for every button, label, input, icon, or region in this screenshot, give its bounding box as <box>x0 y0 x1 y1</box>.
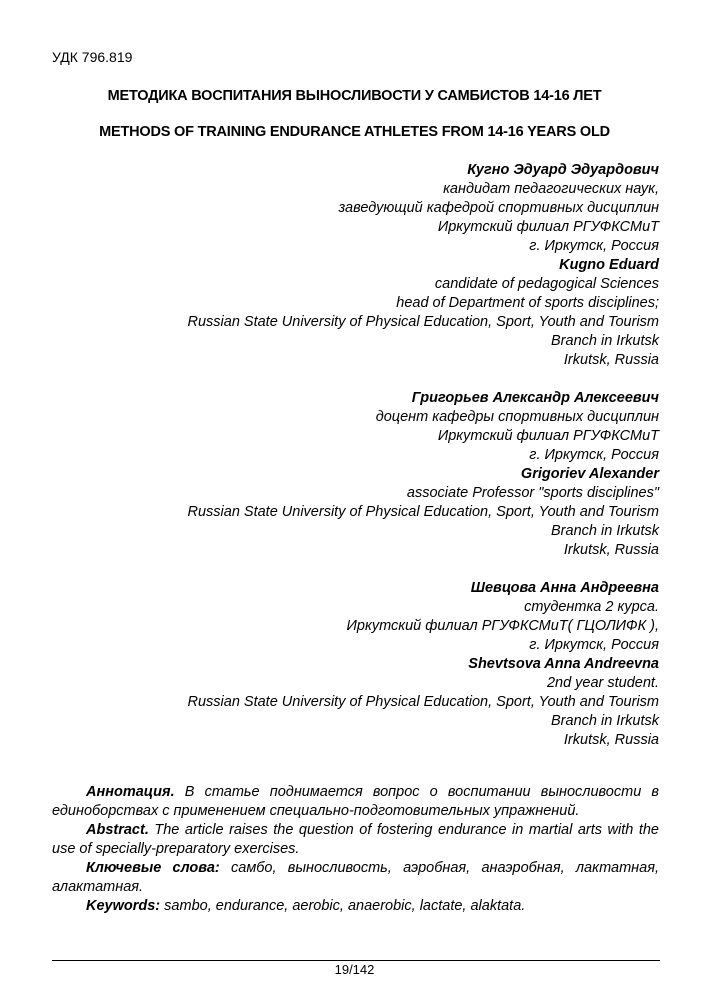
annotation-label: Аннотация. <box>86 784 175 800</box>
abstract-label: Abstract. <box>86 822 149 838</box>
author-name-ru: Григорьев Александр Алексеевич <box>411 390 659 406</box>
author-affiliation-line: заведующий кафедрой спортивных дисциплин <box>338 200 659 216</box>
page-number: 19/142 <box>334 962 375 977</box>
author-affiliation-line: г. Иркутск, Россия <box>529 637 659 653</box>
abstract-section <box>52 783 659 916</box>
author-name-en: Grigoriev Alexander <box>520 466 659 482</box>
author-affiliation-line: Branch in Irkutsk <box>551 523 659 539</box>
footer-divider <box>52 960 660 961</box>
title-english: METHODS OF TRAINING ENDURANCE ATHLETES FROM 14-16 YEARS OLD <box>99 124 610 140</box>
keywords-ru-paragraph <box>52 859 659 897</box>
author-name-en: Shevtsova Anna Andreevna <box>468 656 659 672</box>
keywords-ru-text: самбо, выносливость, аэробная, анаэробная, лактатная, алактатная. <box>52 860 659 895</box>
keywords-en-paragraph <box>52 897 659 916</box>
abstract-text: The article raises the question of fostering endurance in martial arts with the use of specially-preparatory exercises. <box>52 822 659 857</box>
annotation-paragraph <box>52 783 659 821</box>
author-affiliation-line: Irkutsk, Russia <box>563 352 659 368</box>
author-affiliation-line: Russian State University of Physical Education, Sport, Youth and Tourism <box>187 694 659 710</box>
keywords-en-text: sambo, endurance, aerobic, anaerobic, lactate, alaktata. <box>164 898 526 914</box>
authors-block <box>59 161 659 750</box>
author-affiliation-line: Иркутский филиал РГУФКСМиТ( ГЦОЛИФК ), <box>346 618 659 634</box>
keywords-en-label: Keywords: <box>86 898 161 914</box>
author-affiliation-line: associate Professor "sports disciplines" <box>406 485 659 501</box>
author-affiliation-line: Russian State University of Physical Education, Sport, Youth and Tourism <box>187 314 659 330</box>
abstract-paragraph <box>52 821 659 859</box>
author-affiliation-line: Irkutsk, Russia <box>563 542 659 558</box>
author-affiliation-line: candidate of pedagogical Sciences <box>434 276 659 292</box>
author-affiliation-line: head of Department of sports disciplines; <box>396 295 659 311</box>
author-affiliation-line: Branch in Irkutsk <box>551 713 659 729</box>
author-name-ru: Кугно Эдуард Эдуардович <box>467 162 659 178</box>
author-affiliation-line: г. Иркутск, Россия <box>529 447 659 463</box>
annotation-text: В статье поднимается вопрос о воспитании выносливости в единоборствах с применением специально-подготовительных упражнений. <box>52 784 659 819</box>
author-affiliation-line: доцент кафедры спортивных дисциплин <box>375 409 659 425</box>
udc-code: УДК 796.819 <box>52 49 133 65</box>
spacer <box>59 370 659 389</box>
author-name-en: Kugno Eduard <box>559 257 659 273</box>
title-russian: МЕТОДИКА ВОСПИТАНИЯ ВЫНОСЛИВОСТИ У САМБИСТОВ 14-16 ЛЕТ <box>107 88 602 104</box>
author-affiliation-line: Иркутский филиал РГУФКСМиТ <box>437 219 659 235</box>
author-affiliation-line: Branch in Irkutsk <box>551 333 659 349</box>
author-affiliation-line: студентка 2 курса. <box>524 599 659 615</box>
author-affiliation-line: 2nd year student. <box>546 675 659 691</box>
author-affiliation-line: г. Иркутск, Россия <box>529 238 659 254</box>
author-affiliation-line: кандидат педагогических наук, <box>443 181 659 197</box>
keywords-ru-label: Ключевые слова: <box>86 860 220 876</box>
author-affiliation-line: Иркутский филиал РГУФКСМиТ <box>437 428 659 444</box>
author-affiliation-line: Irkutsk, Russia <box>563 732 659 748</box>
author-affiliation-line: Russian State University of Physical Education, Sport, Youth and Tourism <box>187 504 659 520</box>
author-name-ru: Шевцова Анна Андреевна <box>470 580 659 596</box>
spacer <box>59 560 659 579</box>
